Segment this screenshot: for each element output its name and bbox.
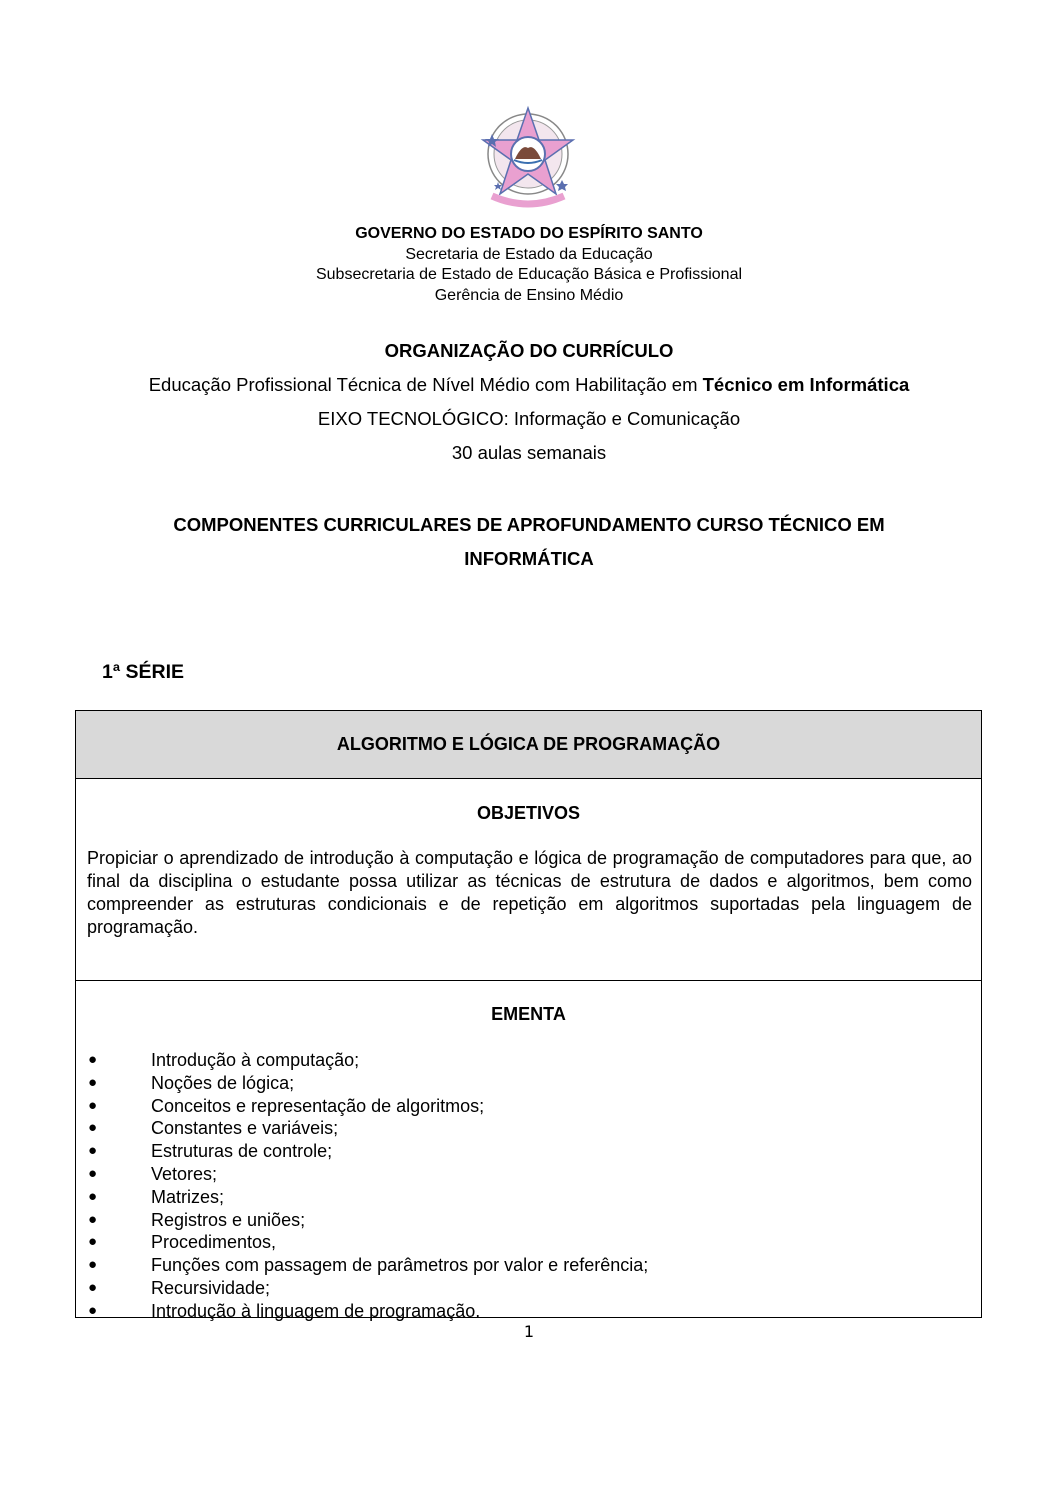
bullet-icon: ● xyxy=(88,1256,98,1274)
coat-of-arms-icon xyxy=(478,104,578,212)
bullet-icon: ● xyxy=(88,1073,98,1091)
list-item xyxy=(76,1095,981,1118)
list-item-text: Constantes e variáveis; xyxy=(151,1118,339,1139)
list-item xyxy=(76,1231,981,1254)
list-item-text: Vetores; xyxy=(151,1163,218,1184)
organization-section xyxy=(0,340,1058,476)
list-item xyxy=(76,1163,981,1186)
list-item-text: Registros e uniões; xyxy=(151,1209,306,1230)
government-name: GOVERNO DO ESTADO DO ESPÍRITO SANTO xyxy=(355,225,703,242)
list-item-text: Procedimentos, xyxy=(151,1232,277,1253)
components-title xyxy=(100,508,958,576)
bullet-icon: ● xyxy=(88,1187,98,1205)
list-item-text: Estruturas de controle; xyxy=(151,1141,333,1162)
bullet-icon: ● xyxy=(88,1119,98,1137)
subject-title: ALGORITMO E LÓGICA DE PROGRAMAÇÃO xyxy=(336,734,721,754)
list-item xyxy=(76,1072,981,1095)
bullet-icon: ● xyxy=(88,1164,98,1182)
bullet-icon: ● xyxy=(88,1301,98,1319)
government-header xyxy=(0,224,1058,306)
curriculum-table xyxy=(75,710,982,1321)
list-item xyxy=(76,1140,981,1163)
management-name: Gerência de Ensino Médio xyxy=(434,286,624,304)
list-item-text: Conceitos e representação de algoritmos; xyxy=(151,1095,485,1116)
bullet-icon: ● xyxy=(88,1278,98,1296)
list-item-text: Noções de lógica; xyxy=(151,1072,295,1093)
list-item-text: Recursividade; xyxy=(151,1277,271,1298)
list-item xyxy=(76,1117,981,1140)
list-item xyxy=(76,1209,981,1232)
subsecretariat-name: Subsecretaria de Estado de Educação Básica e Profissional xyxy=(315,266,743,283)
program-name: Técnico em Informática xyxy=(702,374,910,395)
bullet-icon: ● xyxy=(88,1051,98,1068)
ementa-cell xyxy=(76,981,981,1321)
bullet-icon: ● xyxy=(88,1210,98,1228)
bullet-icon: ● xyxy=(88,1096,98,1114)
objectives-text: Propiciar o aprendizado de introdução à computação e lógica de programação de computadores para que, ao final da disciplina o estudante possa utilizar as técnicas de estrutura de dados e algoritmos, bem como compreender as estruturas condicionais e de repetição em algoritmos suportadas pela linguagem de programação. xyxy=(87,848,972,937)
page-number: 1 xyxy=(523,1322,535,1341)
list-item xyxy=(76,1277,981,1300)
program-line xyxy=(0,374,1058,408)
objectives-cell xyxy=(76,779,981,981)
organization-title: ORGANIZAÇÃO DO CURRÍCULO xyxy=(384,340,674,361)
bullet-icon: ● xyxy=(88,1142,98,1160)
list-item xyxy=(76,1254,981,1277)
list-item-text: Funções com passagem de parâmetros por valor e referência; xyxy=(151,1255,649,1276)
list-item xyxy=(76,1300,981,1323)
program-prefix: Educação Profissional Técnica de Nível Médio com Habilitação em xyxy=(148,374,703,395)
list-item-text: Introdução à computação; xyxy=(151,1050,360,1070)
bullet-icon: ● xyxy=(88,1233,98,1251)
weekly-classes: 30 aulas semanais xyxy=(451,442,607,463)
components-title-line1: COMPONENTES CURRICULARES DE APROFUNDAMENTO CURSO TÉCNICO EM xyxy=(173,514,885,535)
objectives-title: OBJETIVOS xyxy=(476,803,581,823)
ementa-list xyxy=(76,1049,981,1323)
list-item-text: Introdução à linguagem de programação. xyxy=(151,1300,481,1321)
technological-axis: EIXO TECNOLÓGICO: Informação e Comunicação xyxy=(317,408,741,429)
secretariat-name: Secretaria de Estado da Educação xyxy=(405,245,653,263)
list-item-text: Matrizes; xyxy=(151,1186,225,1207)
ementa-title: EMENTA xyxy=(491,1004,566,1024)
components-title-line2: INFORMÁTICA xyxy=(464,548,594,569)
list-item xyxy=(76,1049,981,1072)
serie-heading: 1ª SÉRIE xyxy=(102,661,184,683)
list-item xyxy=(76,1186,981,1209)
subject-header-cell xyxy=(76,711,981,779)
